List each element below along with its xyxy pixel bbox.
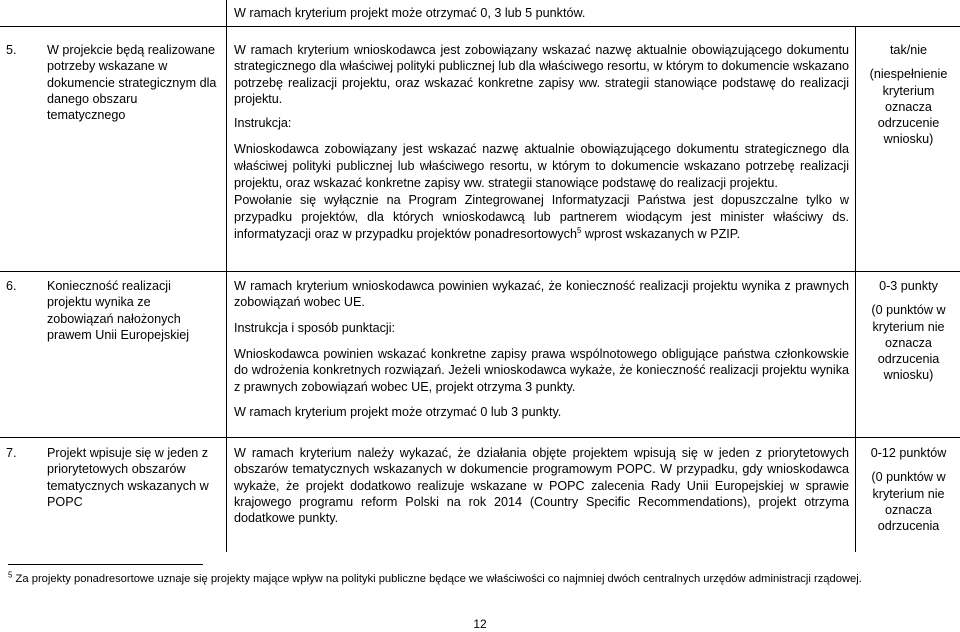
description-intro: W ramach kryterium wnioskodawca powinien wykazać, że konieczność realizacji projektu wynika z prawnych zobowiązań wobec UE. [234,279,849,310]
scoring-value: tak/nie [889,43,928,57]
page-number: 12 [473,617,487,631]
instruction-label: Instrukcja i sposób punktacji: [234,320,396,335]
criterion-description [234,42,849,243]
scoring-cell [862,278,955,384]
criterion-name: Konieczność realizacji projektu wynika ze zobowiązań nałożonych prawem Unii Europejskiej [47,279,190,342]
scoring-value: 0-12 punktów [870,446,947,460]
table-column-rule [226,0,227,552]
table-rule [0,26,960,27]
table-column-rule [855,26,856,552]
instruction-paragraph-2 [234,192,849,243]
instruction-paragraph: Wnioskodawca powinien wskazać konkretne zapisy prawa wspólnotowego obligujące państwa członkowskie do wdrożenia konkretnych rozwiązań. Jeżeli wnioskodawca wykaże, że konieczność realizacji projektu wynika z prawnych zobowiązań wobec UE, projekt otrzyma 3 punkty. [234,346,849,394]
footnote-separator [8,564,203,565]
paragraph-text: Powołanie się wyłącznie na Program Zintegrowanej Informatyzacji Państwa jest dopuszczalne tylko w przypadku projektów, dla których wnioskodawcą lub partnerem wiodącym jest minister właściwy ds. informatyzacji oraz w przypadku projektów ponadresortowych [234,193,849,242]
table-rule [0,271,960,272]
scoring-cell [862,42,955,148]
criterion-description [234,278,849,421]
criterion-name: W projekcie będą realizowane potrzeby wskazane w dokumencie strategicznym dla danego obszaru tematycznego [47,43,217,123]
criterion-name: Projekt wpisuje się w jeden z priorytetowych obszarów tematycznych wskazanych w POPC [47,446,209,509]
scoring-value: 0-3 punkty [879,279,938,293]
scoring-summary: W ramach kryterium projekt może otrzymać 0 lub 3 punkty. [234,405,562,420]
table-rule [0,437,960,438]
footnote-reference: 5 [576,226,582,236]
row-number: 6. [6,279,17,293]
criterion-description [234,445,849,526]
description-intro: W ramach kryterium wnioskodawca jest zobowiązany wskazać nazwę aktualnie obowiązującego dokumentu strategicznego dla właściwej polityki publicznej lub dla właściwego resortu, w którym to dokumencie wskazano potrzebę realizacji projektu, oraz wskazać konkretne zapisy ww. strategii stanowiące podstawę do realizacji projektu. [234,43,849,106]
footnote-marker: 5 [8,570,13,580]
footnote-text: Za projekty ponadresortowe uznaje się projekty mające wpływ na polityki publiczne będące we właściwości co najmniej dwóch centralnych urzędów administracji rządowej. [12,573,862,585]
scoring-note: (0 punktów w kryterium nie oznacza odrzucenia [871,470,946,534]
paragraph-text-end: wprost wskazanych w PZIP. [581,227,741,242]
row-number: 7. [6,446,17,460]
scoring-note: (0 punktów w kryterium nie oznacza odrzucenia wniosku) [871,303,946,383]
scoring-cell [862,445,955,534]
description-intro: W ramach kryterium należy wykazać, że działania objęte projektem wpisują się w jeden z priorytetowych obszarów tematycznych wskazanych w dokumencie programowym POPC. W przypadku, gdy wnioskodawca wykaże, że projekt dodatkowo realizuje wskazane w POPC zalecenia Rady Unii Europejskiej w sprawie krajowego programu reform Polski na rok 2014 (Country Specific Recommendations), projekt otrzyma dodatkowe punkty. [234,446,849,526]
instruction-paragraph: Wnioskodawca zobowiązany jest wskazać nazwę aktualnie obowiązującego dokumentu strategicznego dla właściwej polityki publicznej lub właściwego resortu, w którym to dokumencie wskazano potrzebę realizacji projektu, oraz wskazać konkretne zapisy ww. strategii stanowiące podstawę do realizacji projektu. [234,142,849,191]
row-number: 5. [6,43,17,57]
footnote [8,571,948,587]
instruction-label: Instrukcja: [234,116,292,131]
header-row-text: W ramach kryterium projekt może otrzymać 0, 3 lub 5 punktów. [234,6,586,20]
scoring-note: (niespełnienie kryterium oznacza odrzucenie wniosku) [869,67,948,147]
